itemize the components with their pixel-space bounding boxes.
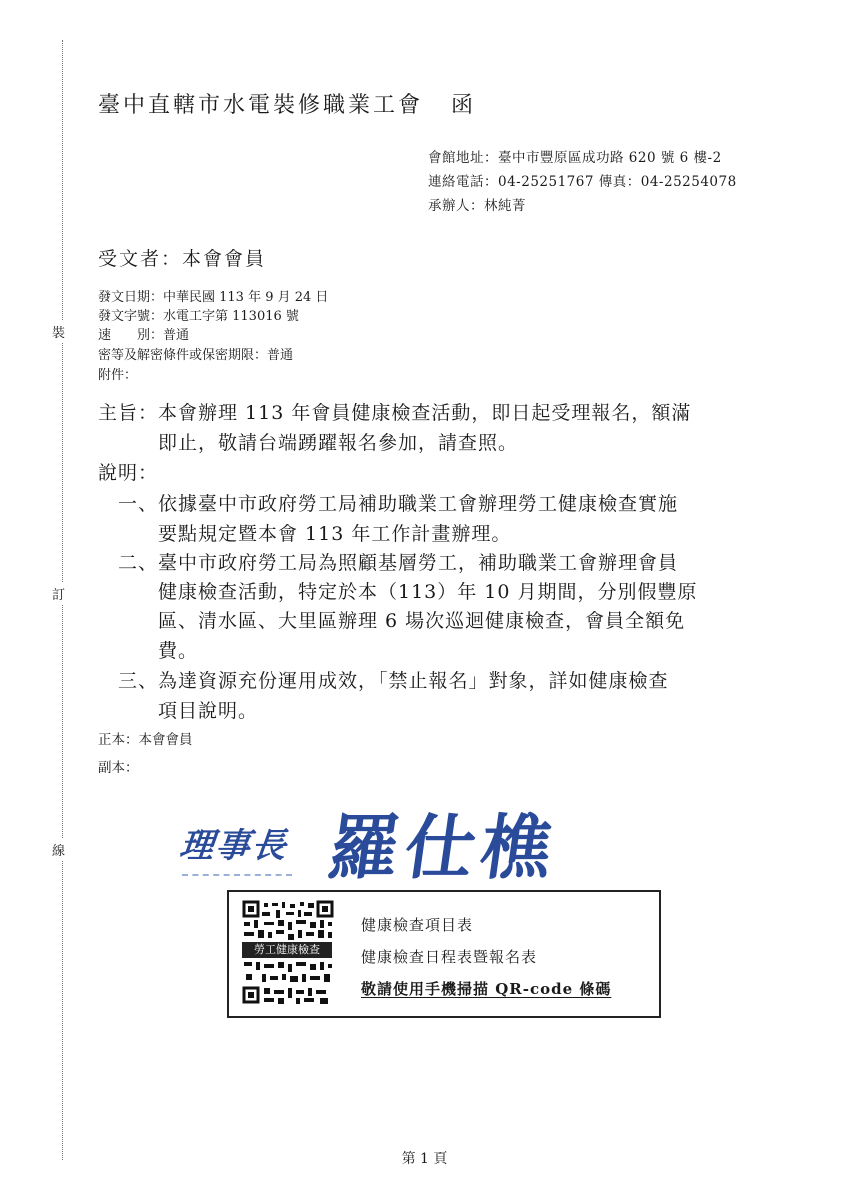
explanation-item-3-line-1: 三、為達資源充份運用成效，「禁止報名」對象，詳如健康檢查 [98, 670, 669, 692]
qr-code-top-icon[interactable] [242, 900, 334, 942]
signature-title: 理事長 [177, 826, 290, 866]
attachment: 附件： [98, 368, 138, 383]
explanation-item-1-line-1: 一、依據臺中市政府勞工局補助職業工會辦理勞工健康檢查實施 [98, 493, 679, 515]
recipient: 受文者：本會會員 [98, 248, 267, 270]
qr-item-health-check-list: 健康檢查項目表 [361, 916, 474, 934]
subject-line-2: 即止，敬請台端踴躍報名參加，請查照。 [98, 432, 519, 454]
original-copy-to: 正本：本會會員 [98, 732, 193, 748]
subject-line-1: 主旨：本會辦理 113 年會員健康檢查活動，即日起受理報名，額滿 [98, 402, 692, 424]
explanation-item-2-line-1: 二、臺中市政府勞工局為照顧基層勞工，補助職業工會辦理會員 [98, 552, 679, 574]
duplicate-copy-to: 副本： [98, 760, 139, 776]
qr-code-bottom-icon[interactable] [242, 960, 334, 1006]
address: 會館地址：臺中市豐原區成功路 620 號 6 樓-2 [428, 150, 722, 166]
explanation-item-2-line-4: 費。 [98, 640, 199, 662]
page-number: 第 1 頁 [401, 1151, 448, 1167]
explanation-heading: 說明： [98, 462, 159, 484]
qr-label: 勞工健康檢查 [242, 942, 332, 958]
explanation-item-1-line-2: 要點規定暨本會 113 年工作計畫辦理。 [98, 523, 512, 545]
qr-scan-instruction: 敬請使用手機掃描 QR-code 條碼 [361, 980, 612, 998]
phone-fax: 連絡電話：04-25251767 傳真：04-25254078 [428, 174, 737, 190]
qr-item-schedule-registration: 健康檢查日程表暨報名表 [361, 948, 538, 966]
stamp-smudge [182, 874, 292, 880]
signature-name: 羅仕樵 [323, 806, 564, 889]
doc-type: 函 [451, 93, 477, 118]
margin-mark-line: 線 [52, 838, 65, 861]
org-name: 臺中直轄市水電裝修職業工會 [98, 93, 424, 118]
explanation-item-3-line-2: 項目說明。 [98, 700, 259, 722]
document-title [98, 88, 476, 119]
margin-mark-staple: 訂 [52, 582, 65, 605]
issue-date: 發文日期：中華民國 113 年 9 月 24 日 [98, 290, 329, 305]
explanation-item-2-line-3: 區、清水區、大里區辦理 6 場次巡迴健康檢查，會員全額免 [98, 610, 686, 632]
chairman-signature [177, 792, 600, 892]
qr-code-box [227, 890, 661, 1018]
contact-person: 承辦人：林純菁 [428, 198, 526, 214]
margin-mark-bind: 裝 [52, 320, 65, 343]
secrecy-level: 密等及解密條件或保密期限：普通 [98, 348, 294, 363]
issue-number: 發文字號：水電工字第 113016 號 [98, 309, 299, 324]
explanation-item-2-line-2: 健康檢查活動，特定於本（113）年 10 月期間，分別假豐原 [98, 581, 698, 603]
speed-class: 速 別：普通 [98, 328, 190, 343]
